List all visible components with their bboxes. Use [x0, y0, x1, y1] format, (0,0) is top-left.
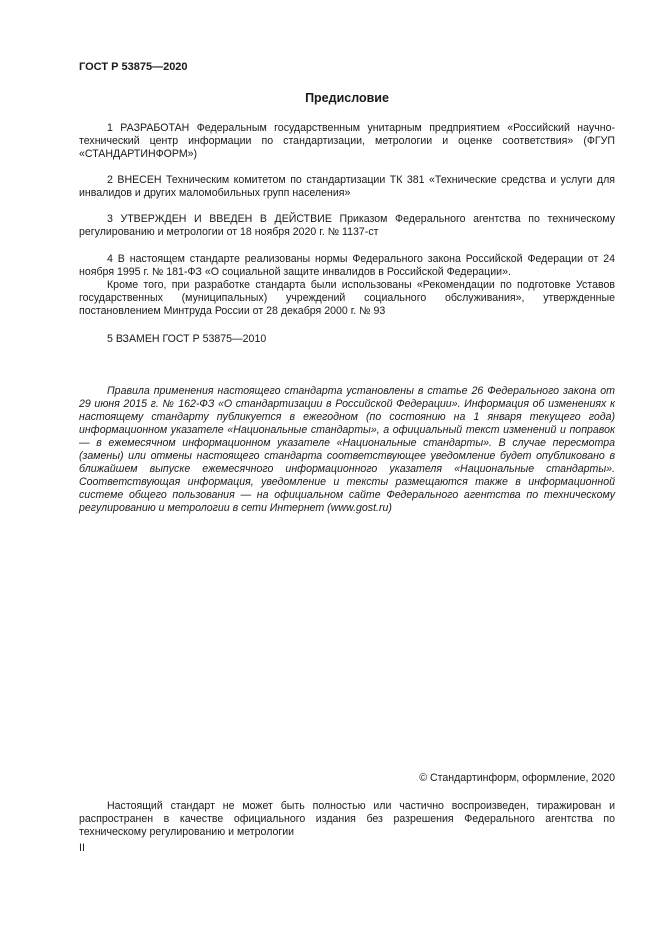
notice-text: Настоящий стандарт не может быть полностью или частично воспроизведен, тиражирован и распространен в качестве официального издания без разрешения Федерального агентства по техническому регулированию и метрологии [79, 800, 615, 838]
foreword-item-1 [79, 122, 615, 161]
foreword-item-4 [79, 253, 615, 318]
reproduction-notice [79, 800, 615, 839]
foreword-item-text: 3 УТВЕРЖДЕН И ВВЕДЕН В ДЕЙСТВИЕ Приказом Федерального агентства по техническому регулированию и метрологии от 18 ноября 2020 г. № 1137-ст [79, 213, 615, 238]
foreword-item-text: 5 ВЗАМЕН ГОСТ Р 53875—2010 [107, 333, 267, 345]
note-text: Правила применения настоящего стандарта установлены в статье 26 Федерального закона от 29 июня 2015 г. № 162-ФЗ «О стандартизации в Российской Федерации». Информация об изменениях к настоящему стандарту публикуется в ежегодном (по состоянию на 1 января текущего года) информационном указателе «Национальные стандарты», а официальный текст изменений и поправок — в ежемесячном информационном указателе «Национальные стандарты». В случае пересмотра (замены) или отмены настоящего стандарта соответствующее уведомление будет опубликовано в ближайшем выпуске ежемесячного информационного указателя «Национальные стандарты». Соответствующая информация, уведомление и тексты размещаются также в информационной системе общего пользования — на официальном сайте Федерального агентства по техническому регулированию и метрологии в сети Интернет (www.gost.ru) [79, 385, 615, 514]
foreword-item-2 [79, 174, 615, 200]
copyright-line: © Стандартинформ, оформление, 2020 [419, 772, 615, 784]
foreword-item-5 [79, 333, 615, 346]
foreword-item-text: 4 В настоящем стандарте реализованы нормы Федерального закона Российской Федерации от 24 ноября 1995 г. № 181-ФЗ «О социальной защите инвалидов в Российской Федерации». [79, 253, 615, 278]
document-number: ГОСТ Р 53875—2020 [79, 61, 188, 73]
foreword-item-text: 1 РАЗРАБОТАН Федеральным государственным унитарным предприятием «Российский научно-технический центр информации по стандартизации, метрологии и оценке соответствия» (ФГУП «СТАНДАРТИНФОРМ») [79, 122, 615, 160]
foreword-item-3 [79, 213, 615, 239]
application-rules-note [79, 385, 615, 515]
page-number: II [79, 842, 85, 854]
foreword-item-text-continued: Кроме того, при разработке стандарта были использованы «Рекомендации по подготовке Уставов государственных (муниципальных) учреждений социального обслуживания», утвержденные постановлением Минтруда России от 28 декабря 2000 г. № 93 [79, 279, 615, 317]
page-title: Предисловие [305, 91, 389, 105]
foreword-item-text: 2 ВНЕСЕН Техническим комитетом по стандартизации ТК 381 «Технические средства и услуги для инвалидов и других маломобильных групп населения» [79, 174, 615, 199]
